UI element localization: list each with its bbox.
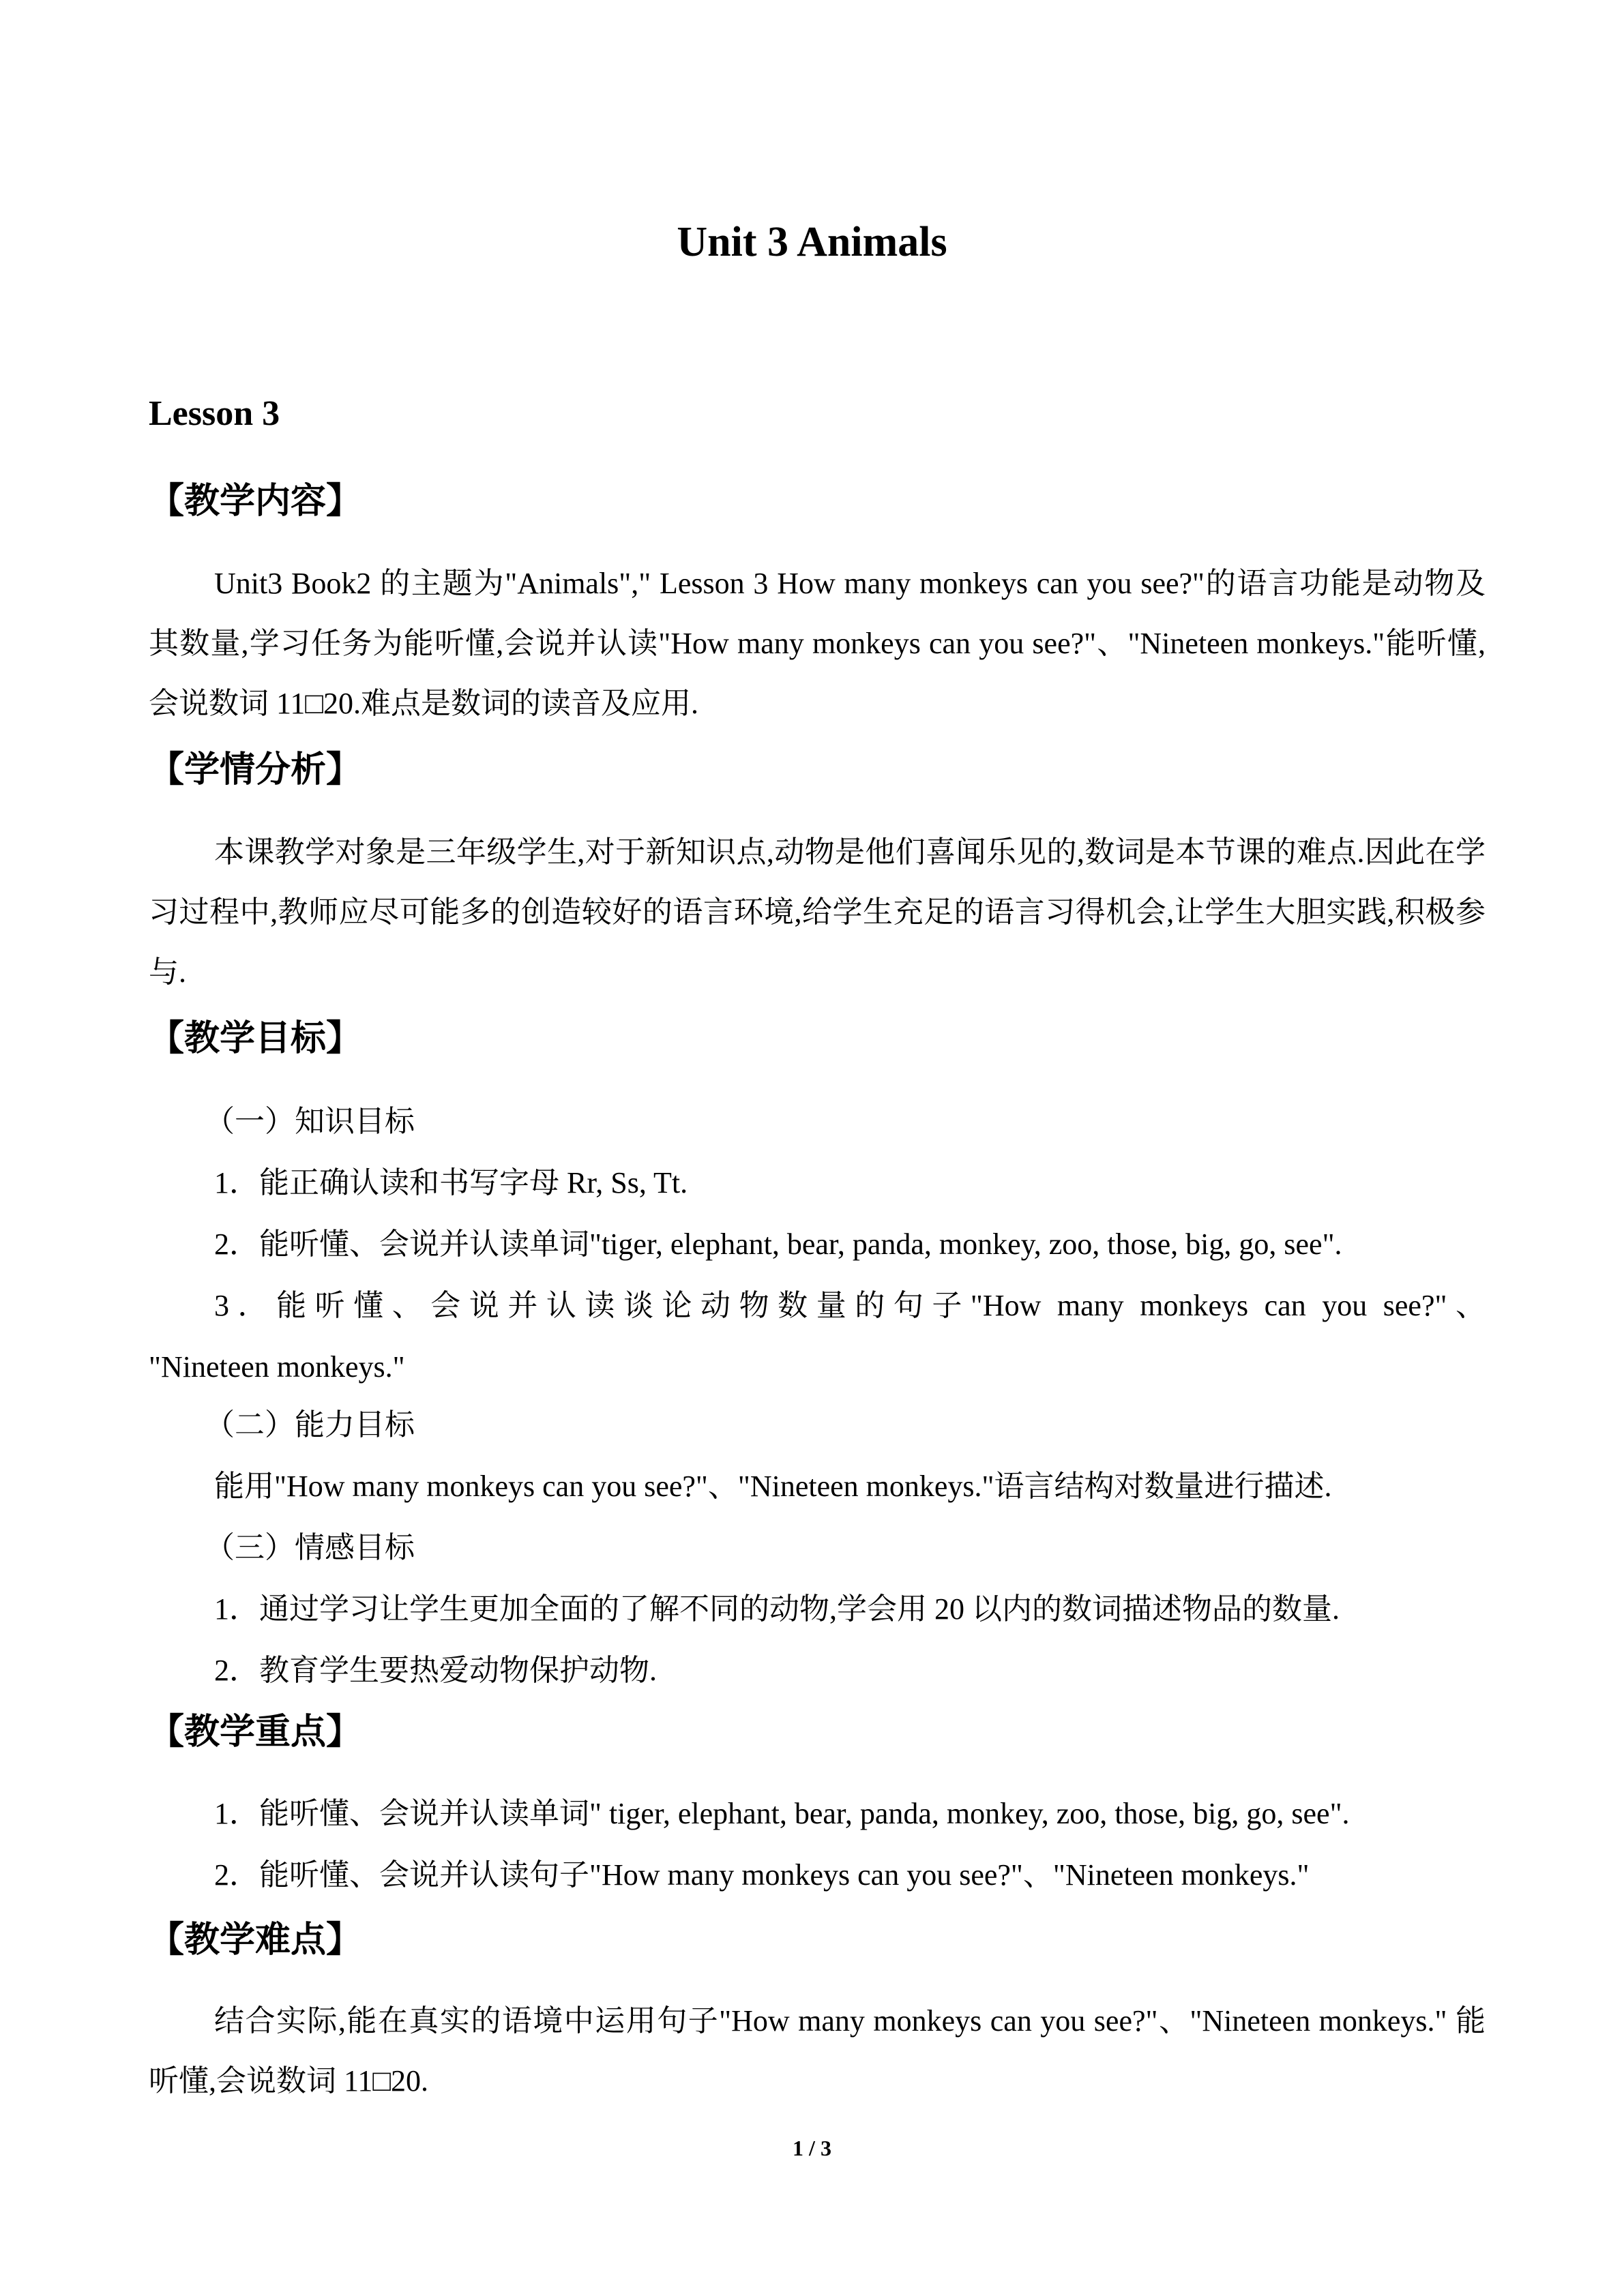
emotion-objective-1: 1．通过学习让学生更加全面的了解不同的动物,学会用 20 以内的数词描述物品的数量. xyxy=(214,1592,1340,1626)
key-point-2: 2．能听懂、会说并认读句子"How many monkeys can you see?"、"Nineteen monkeys." xyxy=(214,1858,1310,1892)
lesson-label: Lesson 3 xyxy=(149,394,280,433)
difficulties-paragraph: 结合实际,能在真实的语境中运用句子"How many monkeys can you see?"、"Nineteen monkeys." 能听懂,会说数词 11□20. xyxy=(149,2004,1486,2098)
ability-objective-title: （二）能力目标 xyxy=(205,1408,415,1442)
ability-objective-text: 能用"How many monkeys can you see?"、"Nineteen monkeys."语言结构对数量进行描述. xyxy=(214,1470,1332,1503)
section-heading-key-points: 【教学重点】 xyxy=(149,1712,362,1753)
key-point-1: 1．能听懂、会说并认读单词" tiger, elephant, bear, panda, monkey, zoo, those, big, go, see". xyxy=(214,1797,1350,1830)
knowledge-objective-1: 1．能正确认读和书写字母 Rr, Ss, Tt. xyxy=(214,1166,688,1199)
emotion-objective-2: 2．教育学生要热爱动物保护动物. xyxy=(214,1654,657,1687)
knowledge-objective-3-line-2: "Nineteen monkeys." xyxy=(149,1350,405,1384)
analysis-paragraph: 本课教学对象是三年级学生,对于新知识点,动物是他们喜闻乐见的,数词是本节课的难点.因此在学习过程中,教师应尽可能多的创造较好的语言环境,给学生充足的语言习得机会,让学生大胆实践,积极参与. xyxy=(149,835,1486,989)
knowledge-objective-3-line-1: 3．能听懂、会说并认读谈论动物数量的句子"How many monkeys can you see?"、 xyxy=(214,1289,1486,1322)
section-heading-objectives: 【教学目标】 xyxy=(149,1018,362,1059)
section-heading-content: 【教学内容】 xyxy=(149,481,362,522)
page-number: 1 / 3 xyxy=(793,2136,831,2160)
knowledge-objective-title: （一）知识目标 xyxy=(205,1105,415,1138)
section-heading-difficulties: 【教学难点】 xyxy=(149,1920,362,1960)
content-paragraph: Unit3 Book2 的主题为"Animals"," Lesson 3 How many monkeys can you see?"的语言功能是动物及其数量,学习任务为能听懂,会说并认读"How many monkeys can you see?"、"Nineteen monkeys."能听懂,会说数词 11□20.难点是数词的读音及应用. xyxy=(149,567,1486,720)
section-heading-analysis: 【学情分析】 xyxy=(149,749,362,790)
emotion-objective-title: （三）情感目标 xyxy=(205,1531,415,1564)
knowledge-objective-2: 2．能听懂、会说并认读单词"tiger, elephant, bear, panda, monkey, zoo, those, big, go, see". xyxy=(214,1227,1342,1261)
document-title: Unit 3 Animals xyxy=(677,219,947,265)
